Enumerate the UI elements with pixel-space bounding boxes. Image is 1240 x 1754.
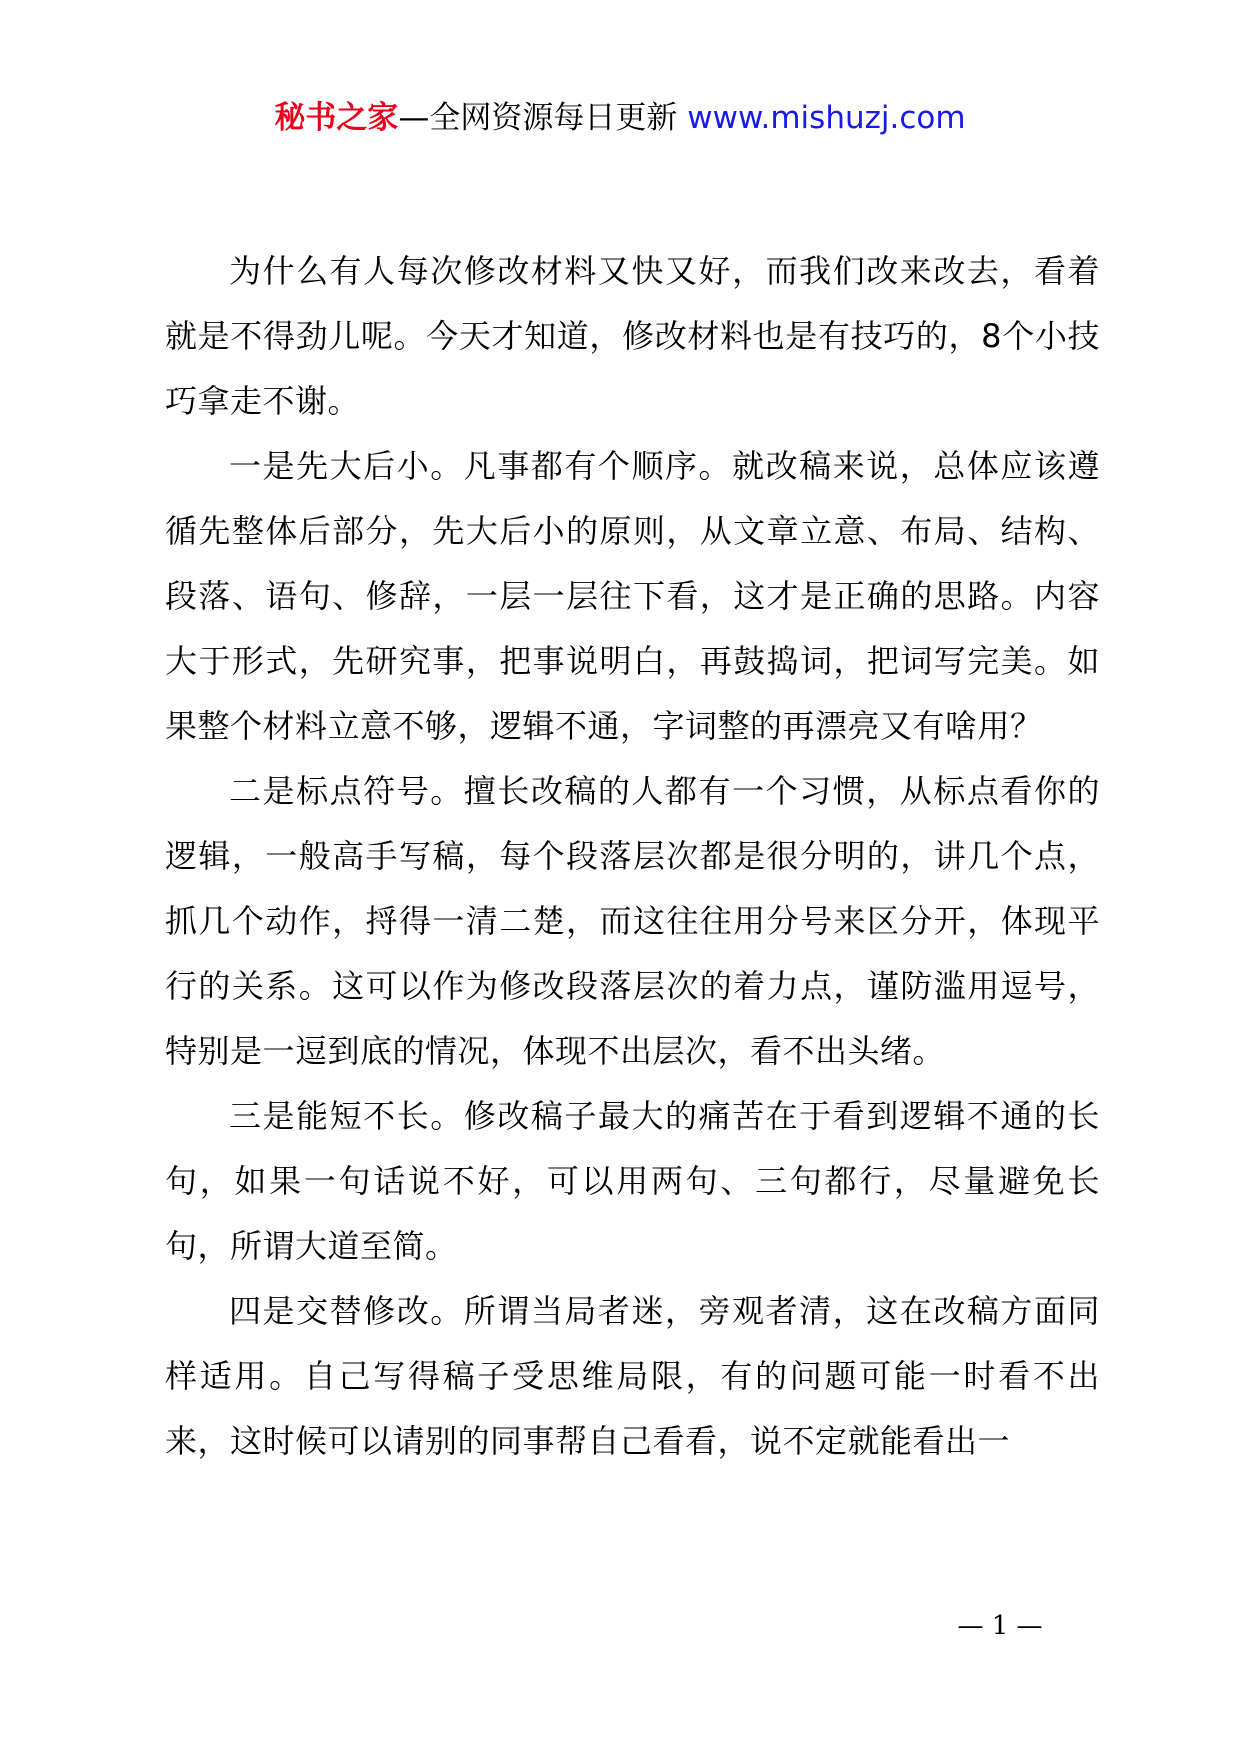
site-url[interactable]: www.mishuzj.com xyxy=(687,100,966,136)
site-tagline: —全网资源每日更新 xyxy=(398,100,688,136)
paragraph-tip-2: 二是标点符号。擅长改稿的人都有一个习惯，从标点看你的逻辑，一般高手写稿，每个段落层次都是很分明的，讲几个点，抓几个动作，捋得一清二楚，而这往往用分号来区分开，体现平行的关系。这可以作为修改段落层次的着力点，谨防滥用逗号，特别是一逗到底的情况，体现不出层次，看不出头绪。 xyxy=(165,772,1100,1070)
paragraph-tip-1: 一是先大后小。凡事都有个顺序。就改稿来说，总体应该遵循先整体后部分，先大后小的原则，从文章立意、布局、结构、段落、语句、修辞，一层一层往下看，这才是正确的思路。内容大于形式，先研究事，把事说明白，再鼓捣词，把词写完美。如果整个材料立意不够，逻辑不通，字词整的再漂亮又有啥用？ xyxy=(165,447,1100,745)
paragraph-intro: 为什么有人每次修改材料又快又好，而我们改来改去，看着就是不得劲儿呢。今天才知道，修改材料也是有技巧的，8个小技巧拿走不谢。 xyxy=(165,252,1100,420)
document-body xyxy=(165,239,1100,1474)
site-brand: 秘书之家 xyxy=(274,100,399,136)
paragraph-tip-4: 四是交替修改。所谓当局者迷，旁观者清，这在改稿方面同样适用。自己写得稿子受思维局限，有的问题可能一时看不出来，这时候可以请别的同事帮自己看看，说不定就能看出一 xyxy=(165,1292,1100,1460)
page-number: — 1 — xyxy=(957,1611,1043,1641)
site-header xyxy=(0,98,1240,138)
paragraph-tip-3: 三是能短不长。修改稿子最大的痛苦在于看到逻辑不通的长句，如果一句话说不好，可以用两句、三句都行，尽量避免长句，所谓大道至简。 xyxy=(165,1097,1100,1265)
